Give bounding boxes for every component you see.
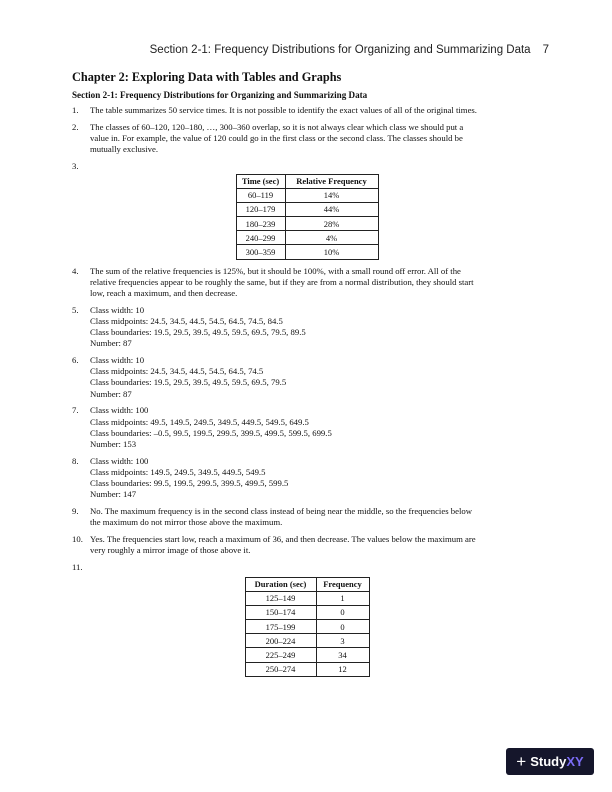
item-text: relative frequencies appear to be roughly the same, but if they are from a normal distribution, they should start: [90, 276, 474, 287]
table-cell: 0: [316, 620, 369, 634]
table-cell: 0: [316, 605, 369, 619]
answer-item: [72, 305, 542, 350]
column-header: Time (sec): [236, 174, 285, 188]
table-cell: 3: [316, 634, 369, 648]
table-cell: 28%: [285, 217, 378, 231]
table-header-row: [245, 577, 369, 591]
item-text: mutually exclusive.: [90, 144, 159, 155]
item-text: Number: 153: [90, 438, 137, 449]
table-cell: 60–119: [236, 188, 285, 202]
table-row: [245, 591, 369, 605]
page-number: 7: [542, 44, 549, 56]
item-text: Class midpoints: 49.5, 149.5, 249.5, 349.5, 449.5, 549.5, 649.5: [90, 416, 309, 427]
running-header-title: Section 2-1: Frequency Distributions for Organizing and Summarizing Data: [149, 44, 531, 56]
item-text: the maximum do not mirror those above the maximum.: [90, 517, 283, 528]
brand-accent: XY: [566, 754, 584, 769]
table-cell: 1: [316, 591, 369, 605]
table-cell: 4%: [285, 231, 378, 245]
item-number: 5.: [72, 304, 79, 315]
answer-item: [72, 534, 542, 556]
item-text: Class width: 100: [90, 455, 149, 466]
item-number: 2.: [72, 121, 79, 132]
item-number: 9.: [72, 506, 79, 516]
item-text: The table summarizes 50 service times. It is not possible to identify the exact values of all of the original times.: [90, 105, 477, 115]
table-row: [245, 605, 369, 619]
item-text: The sum of the relative frequencies is 125%, but it should be 100%, with a small round off error. All of the: [90, 265, 461, 276]
item-text: low, reach a maximum, and then decrease.: [90, 288, 238, 299]
table-cell: 125–149: [245, 591, 316, 605]
table-header-row: [236, 174, 378, 188]
item-text: Class midpoints: 149.5, 249.5, 349.5, 449.5, 549.5: [90, 466, 266, 477]
answer-item: [72, 161, 542, 172]
table-cell: 225–249: [245, 648, 316, 662]
table-cell: 44%: [285, 202, 378, 216]
item-text: [90, 562, 542, 573]
item-text: value in. For example, the value of 120 could go in the first class or the second class. The classes should be: [90, 132, 463, 143]
table-row: [236, 231, 378, 245]
answer-item: [72, 122, 542, 156]
studyxy-logo[interactable]: [506, 748, 594, 775]
table-cell: 250–274: [245, 662, 316, 676]
plus-icon: +: [516, 752, 527, 771]
item-number: 3.: [72, 160, 79, 171]
table-cell: 150–174: [245, 605, 316, 619]
answer-item: [72, 456, 542, 501]
table-cell: 120–179: [236, 202, 285, 216]
table-cell: 14%: [285, 188, 378, 202]
table-cell: 34: [316, 648, 369, 662]
table-row: [236, 202, 378, 216]
table-row: [245, 620, 369, 634]
item-text: Class boundaries: 19.5, 29.5, 39.5, 49.5, 59.5, 69.5, 79.5, 89.5: [90, 327, 306, 338]
answer-item: [72, 506, 542, 528]
column-header: Relative Frequency: [285, 174, 378, 188]
table-cell: 12: [316, 662, 369, 676]
item-text: Class midpoints: 24.5, 34.5, 44.5, 54.5, 64.5, 74.5, 84.5: [90, 315, 283, 326]
table-cell: 300–359: [236, 245, 285, 259]
table-row: [245, 648, 369, 662]
answer-item: [72, 266, 542, 300]
item-text: [90, 161, 542, 172]
answer-item: [72, 355, 542, 400]
section-title: Section 2-1: Frequency Distributions for Organizing and Summarizing Data: [72, 90, 368, 100]
item-text: Class width: 100: [90, 405, 149, 416]
table3: [236, 174, 379, 260]
item-text: Yes. The frequencies start low, reach a maximum of 36, and then decrease. The values below the maximum are: [90, 533, 476, 544]
item-text: Class boundaries: –0.5, 99.5, 199.5, 299.5, 399.5, 499.5, 599.5, 699.5: [90, 427, 332, 438]
item-text: Class width: 10: [90, 355, 145, 366]
item-text: Number: 147: [90, 489, 137, 500]
item-text: very roughly a mirror image of those above it.: [90, 545, 251, 556]
item-text: Class boundaries: 19.5, 29.5, 39.5, 49.5, 59.5, 69.5, 79.5: [90, 377, 287, 388]
item-text: No. The maximum frequency is in the second class instead of being near the middle, so the frequencies below: [90, 506, 472, 516]
answer-item: [72, 105, 542, 116]
item-text: Number: 87: [90, 388, 132, 399]
item-number: 7.: [72, 405, 79, 416]
chapter-title: Chapter 2: Exploring Data with Tables and Graphs: [72, 70, 342, 84]
brand-name: Study: [530, 754, 567, 769]
item-number: 1.: [72, 105, 79, 115]
item-number: 8.: [72, 455, 79, 466]
table-cell: 200–224: [245, 634, 316, 648]
table-row: [245, 634, 369, 648]
table-cell: 10%: [285, 245, 378, 259]
table-cell: 240–299: [236, 231, 285, 245]
item-number: 10.: [72, 533, 83, 544]
table-cell: 175–199: [245, 620, 316, 634]
item-text: The classes of 60–120, 120–180, …, 300–360 overlap, so it is not always clear which class we should put a: [90, 121, 464, 132]
item-text: Class boundaries: 99.5, 199.5, 299.5, 399.5, 499.5, 599.5: [90, 478, 289, 489]
item-text: Class midpoints: 24.5, 34.5, 44.5, 54.5, 64.5, 74.5: [90, 366, 264, 377]
table-row: [245, 662, 369, 676]
column-header: Duration (sec): [245, 577, 316, 591]
answer-list: [72, 105, 542, 677]
item-number: 4.: [72, 265, 79, 276]
item-text: Class width: 10: [90, 304, 145, 315]
answer-item: [72, 562, 542, 573]
item-number: 11.: [72, 561, 83, 572]
page-content: [72, 70, 542, 677]
table-row: [236, 188, 378, 202]
table11: [245, 577, 370, 677]
column-header: Frequency: [316, 577, 369, 591]
table-row: [236, 245, 378, 259]
table-row: [236, 217, 378, 231]
table-cell: 180–239: [236, 217, 285, 231]
running-header: [150, 44, 549, 56]
item-number: 6.: [72, 355, 79, 366]
item-text: Number: 87: [90, 338, 132, 349]
answer-item: [72, 405, 542, 450]
